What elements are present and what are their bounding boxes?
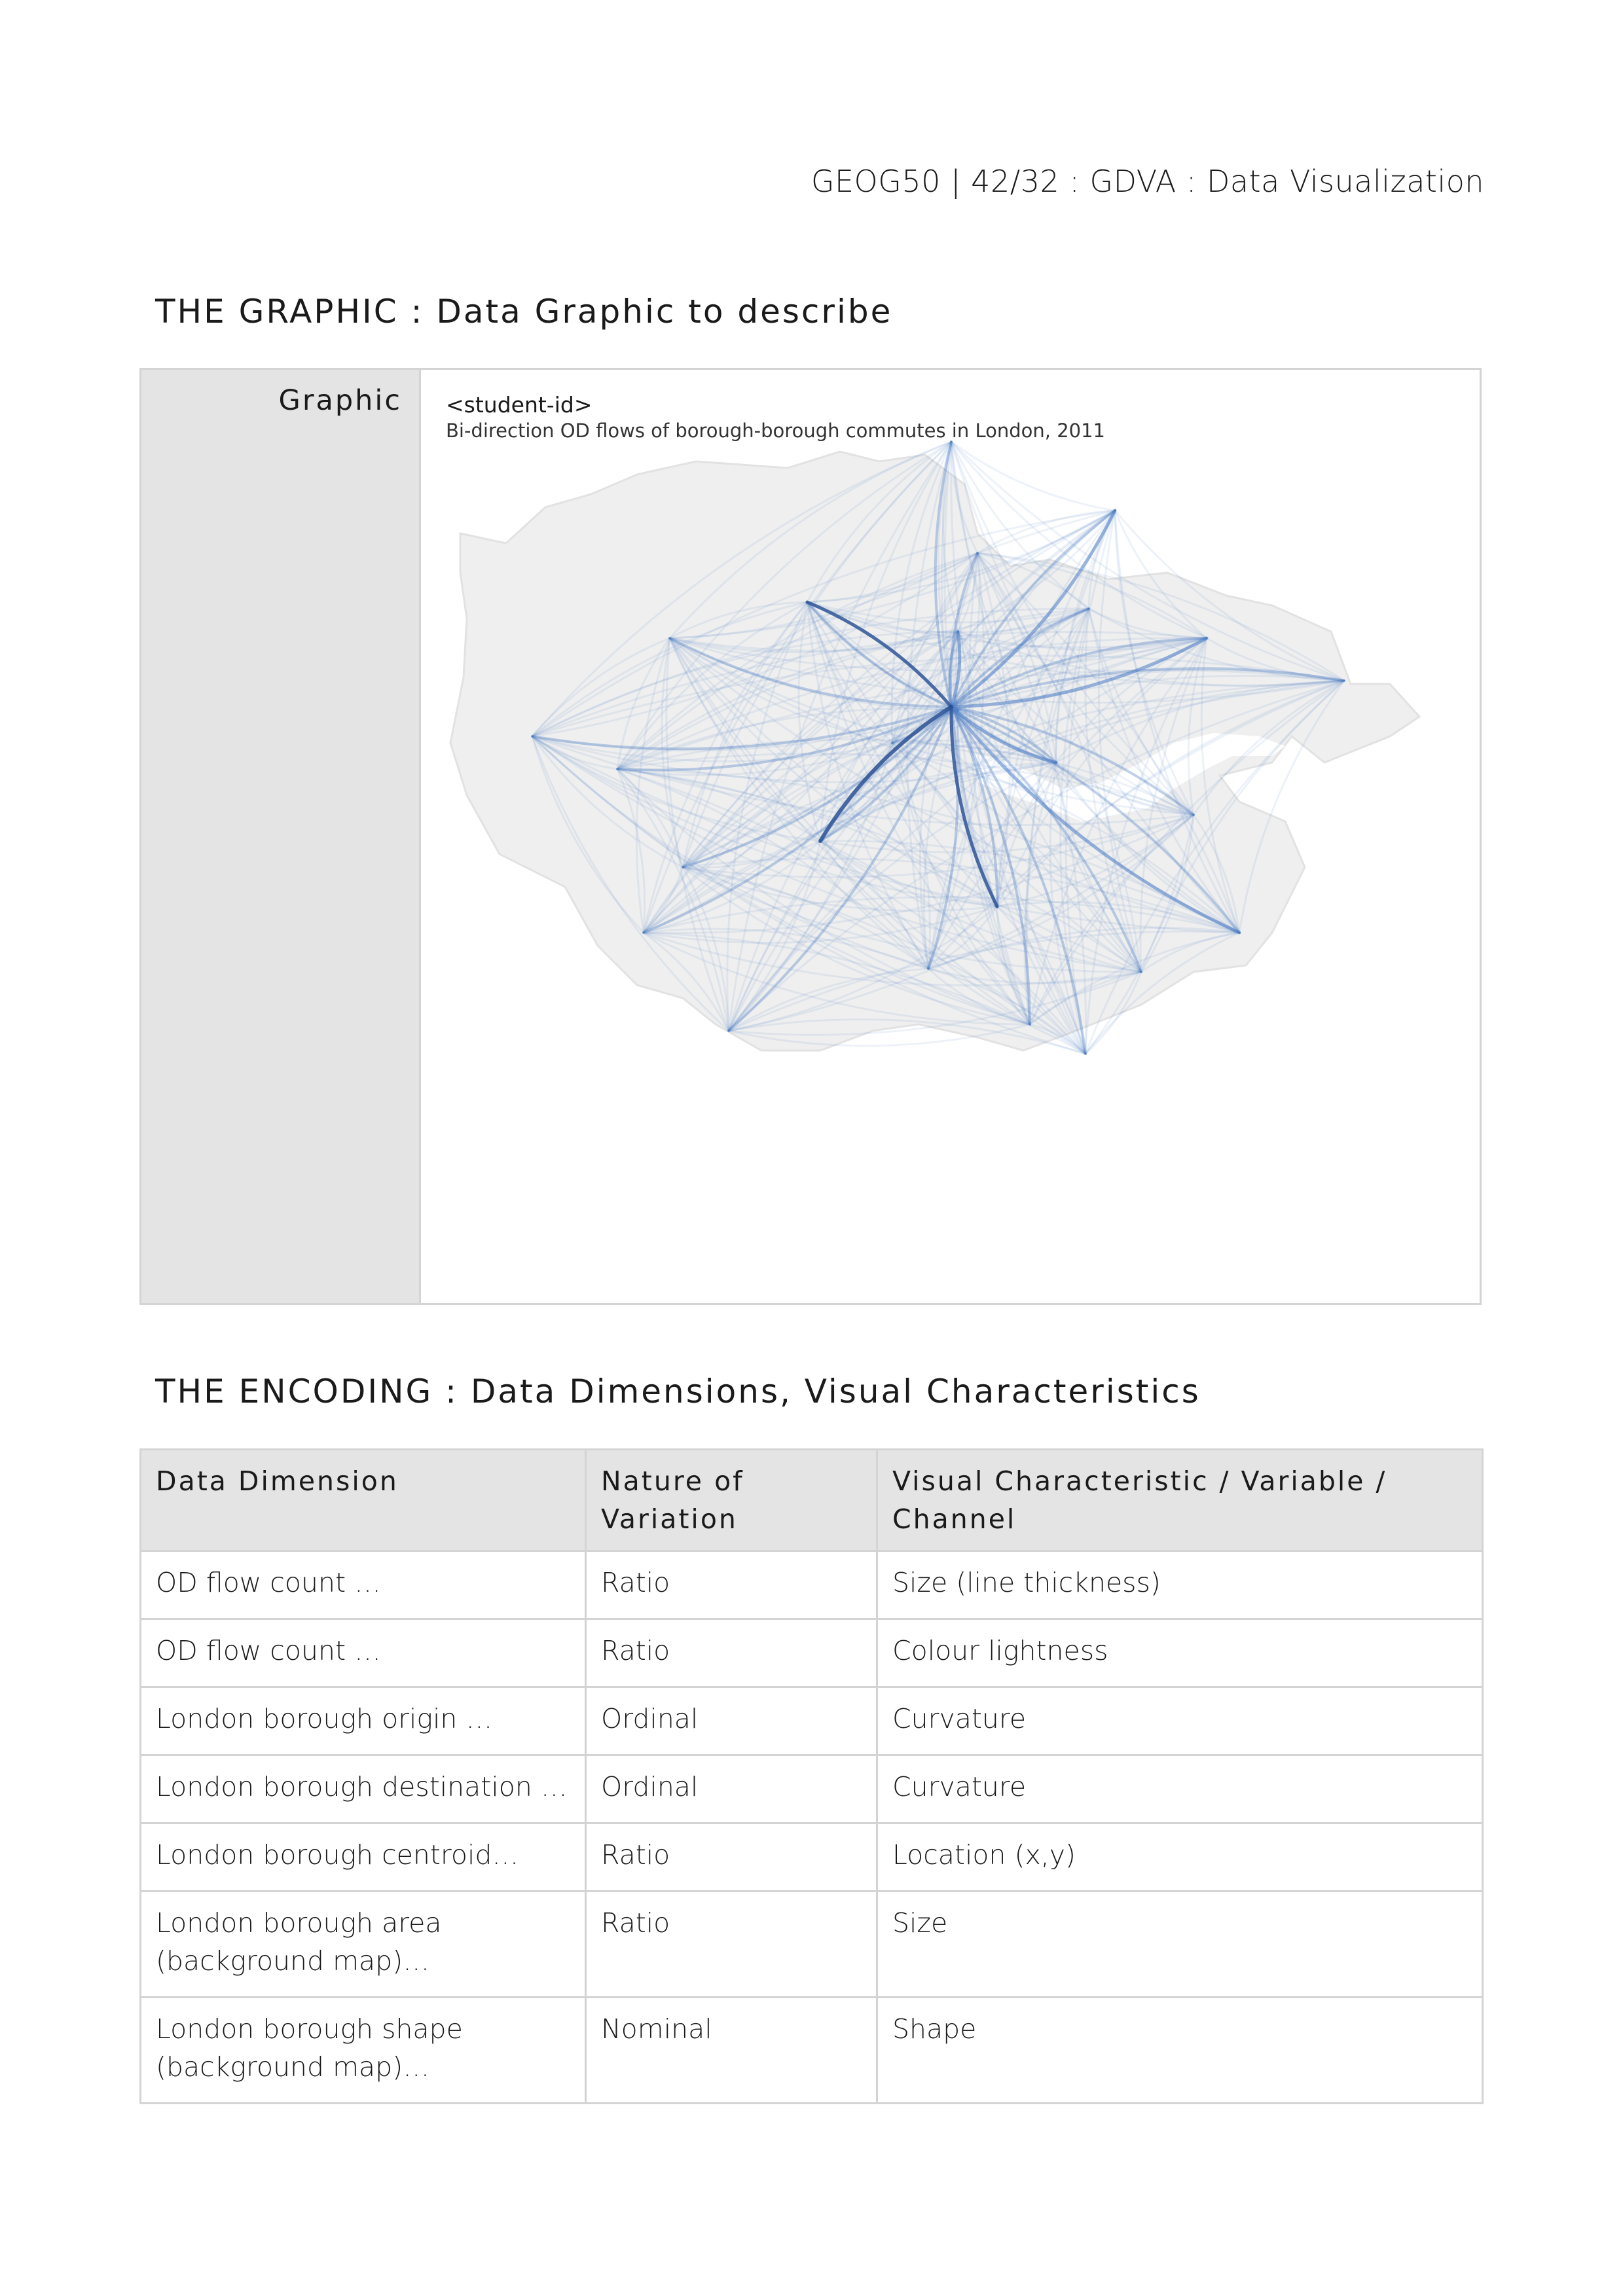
table-cell: Ratio [586,1823,877,1892]
table-cell: Ordinal [586,1687,877,1755]
table-cell: Colour lightness [877,1619,1483,1687]
od-flow-map [421,370,1480,1303]
table-cell: London borough origin … [141,1687,586,1755]
table-row [141,1619,1483,1687]
table-cell: Curvature [877,1755,1483,1823]
figure-subtitle: <student-id> [446,392,593,418]
table-row [141,1823,1483,1892]
table-cell: Size [877,1892,1483,1998]
graphic-label: Graphic [278,384,402,417]
table-row [141,1551,1483,1619]
table-cell: London borough area (background map)… [141,1892,586,1998]
table-row [141,1755,1483,1823]
table-cell: Ratio [586,1892,877,1998]
graphic-area [421,370,1480,1303]
flow-line [951,442,1115,511]
table-header-row [141,1450,1483,1551]
table-cell: Shape [877,1998,1483,2104]
column-header: Visual Characteristic / Variable / Channel [877,1450,1483,1551]
table-cell: OD flow count … [141,1551,586,1619]
table-cell: Location (x,y) [877,1823,1483,1892]
course-header: GEOG50 | 42/32 : GDVA : Data Visualization [811,164,1484,199]
column-header: Nature of Variation [586,1450,877,1551]
table-cell: Size (line thickness) [877,1551,1483,1619]
table-cell: London borough destination … [141,1755,586,1823]
table-cell: Curvature [877,1687,1483,1755]
section-title-graphic: THE GRAPHIC : Data Graphic to describe [155,293,893,331]
table-cell: London borough shape (background map)… [141,1998,586,2104]
table-cell: Ratio [586,1551,877,1619]
figure-title: Bi-direction OD flows of borough-borough commutes in London, 2011 [446,420,1105,442]
graphic-box [139,368,1482,1305]
table-row [141,1892,1483,1998]
graphic-label-column [141,370,421,1303]
table-cell: OD flow count … [141,1619,586,1687]
table-row [141,1998,1483,2104]
encoding-table [139,1448,1484,2104]
section-title-encoding: THE ENCODING : Data Dimensions, Visual Characteristics [155,1372,1201,1410]
table-cell: Ordinal [586,1755,877,1823]
table-cell: Ratio [586,1619,877,1687]
table-row [141,1687,1483,1755]
table-cell: London borough centroid… [141,1823,586,1892]
column-header: Data Dimension [141,1450,586,1551]
table-cell: Nominal [586,1998,877,2104]
